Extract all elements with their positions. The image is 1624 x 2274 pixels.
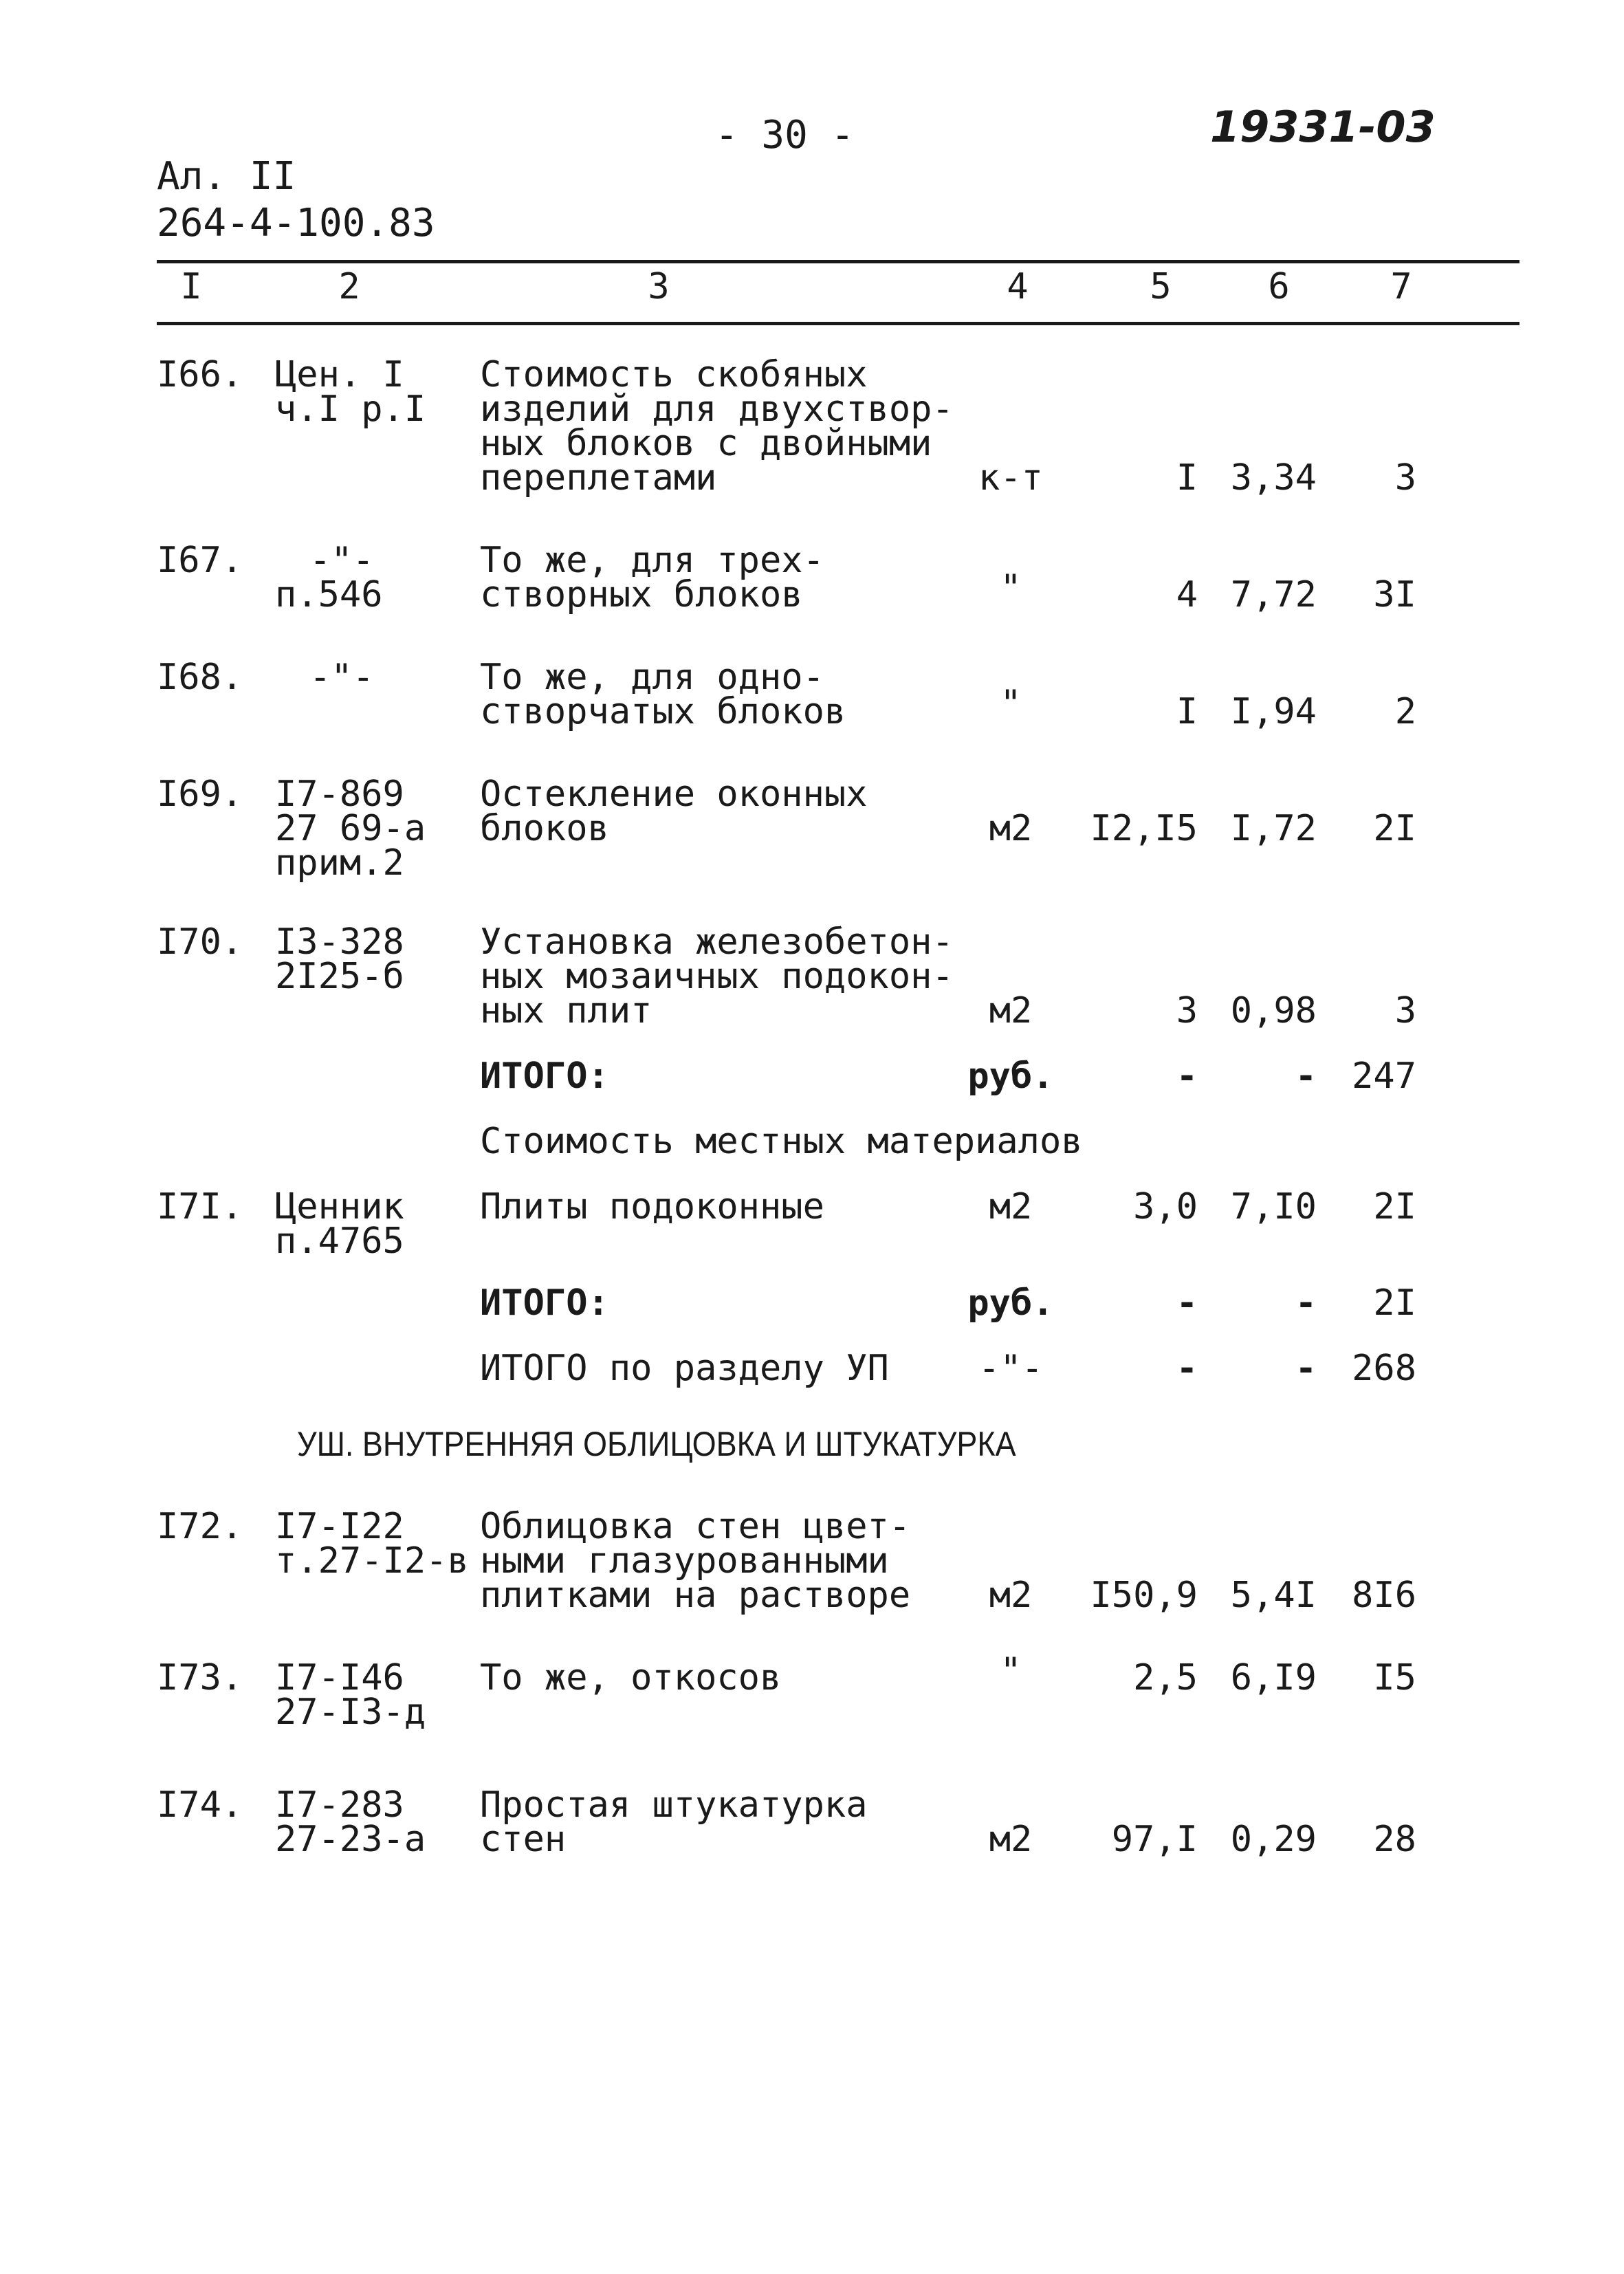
row-unit: к-т (978, 457, 1043, 499)
row-description: Облицовка стен цвет- (480, 1506, 911, 1547)
section-total-label: ИТОГО по разделу УП (480, 1348, 889, 1389)
row-total: 28 (1373, 1819, 1416, 1860)
row-description: переплетами (480, 457, 717, 499)
row-reference: Цен. I (275, 354, 404, 395)
row-quantity: 3,0 (1133, 1186, 1198, 1227)
row-reference: 27-I3-д (275, 1692, 426, 1733)
column-header: I (180, 266, 202, 307)
row-total: 3 (1394, 990, 1416, 1031)
row-description: Остекление оконных (480, 774, 868, 815)
row-reference: т.27-I2-в (275, 1540, 469, 1582)
row-reference: I7-I46 (275, 1657, 404, 1698)
table-header-rule (157, 322, 1519, 325)
row-reference: I7-283 (275, 1784, 404, 1826)
row-reference: I7-I22 (275, 1506, 404, 1547)
row-description: ными глазурованными (480, 1540, 889, 1582)
row-number: I69. (157, 774, 243, 815)
row-quantity: I (1176, 691, 1198, 732)
row-reference: I7-869 (275, 774, 404, 815)
row-total: 2I (1373, 808, 1416, 849)
row-description: ных блоков с двойными (480, 423, 932, 464)
row-quantity: 3 (1176, 990, 1198, 1031)
row-number: I67. (157, 540, 243, 581)
row-reference: ч.I р.I (275, 389, 426, 430)
page-number: - 30 - (715, 113, 855, 157)
row-unit: м2 (989, 1186, 1033, 1227)
album-label: Ал. II (157, 154, 296, 199)
row-total: 2 (1394, 691, 1416, 732)
row-price: I,94 (1230, 691, 1317, 732)
row-description: Простая штукатурка (480, 1784, 868, 1826)
row-description: То же, откосов (480, 1657, 782, 1698)
row-total: 3I (1373, 574, 1416, 615)
row-description: стен (480, 1819, 567, 1860)
row-description: Установка железобетон- (480, 921, 954, 963)
row-price: - (1295, 1056, 1317, 1097)
row-description: То же, для одно- (480, 657, 824, 698)
row-unit: м2 (989, 1819, 1033, 1860)
row-reference: 2I25-б (275, 956, 404, 997)
row-description: Стоимость скобяных (480, 354, 868, 395)
section-note: Стоимость местных материалов (480, 1121, 1083, 1162)
row-number: I74. (157, 1784, 243, 1826)
row-price: I,72 (1230, 808, 1317, 849)
column-header: 6 (1268, 266, 1290, 307)
row-unit: руб. (967, 1282, 1054, 1324)
row-reference: 27-23-а (275, 1819, 426, 1860)
row-reference: -"- (309, 540, 374, 581)
row-price: 0,29 (1230, 1819, 1317, 1860)
subtotal-label: ИТОГО: (480, 1056, 609, 1097)
row-description: То же, для трех- (480, 540, 824, 581)
row-total: 268 (1352, 1348, 1416, 1389)
row-description: изделий для двухствор- (480, 389, 954, 430)
row-price: - (1295, 1348, 1317, 1389)
row-unit: м2 (989, 990, 1033, 1031)
row-quantity: 2,5 (1133, 1657, 1198, 1698)
row-description: Плиты подоконные (480, 1186, 824, 1227)
column-header: 4 (1007, 266, 1029, 307)
row-quantity: - (1176, 1348, 1198, 1389)
column-header: 5 (1150, 266, 1172, 307)
row-unit: м2 (989, 1575, 1033, 1616)
row-number: I7I. (157, 1186, 243, 1227)
row-reference: 27 69-а (275, 808, 426, 849)
column-header: 3 (648, 266, 670, 307)
row-unit: руб. (967, 1056, 1054, 1097)
row-unit: " (1000, 683, 1022, 724)
row-unit: " (1000, 1650, 1022, 1692)
row-reference: Ценник (275, 1186, 404, 1227)
row-number: I68. (157, 657, 243, 698)
row-price: 5,4I (1230, 1575, 1317, 1616)
row-description: ных плит (480, 990, 652, 1031)
column-header: 2 (338, 266, 360, 307)
row-total: 2I (1373, 1186, 1416, 1227)
row-price: 0,98 (1230, 990, 1317, 1031)
row-total: 2I (1373, 1282, 1416, 1324)
row-reference: прим.2 (275, 842, 404, 884)
row-quantity: - (1176, 1282, 1198, 1324)
row-reference: I3-328 (275, 921, 404, 963)
row-number: I70. (157, 921, 243, 963)
document-code: 19331-03 (1210, 102, 1436, 152)
row-unit: -"- (978, 1348, 1043, 1389)
row-price: 6,I9 (1230, 1657, 1317, 1698)
row-price: 3,34 (1230, 457, 1317, 499)
row-reference: п.4765 (275, 1221, 404, 1262)
series-label: 264-4-100.83 (157, 201, 435, 245)
row-quantity: I (1176, 457, 1198, 499)
row-total: I5 (1373, 1657, 1416, 1698)
row-total: 3 (1394, 457, 1416, 499)
row-description: ных мозаичных подокон- (480, 956, 954, 997)
row-price: - (1295, 1282, 1317, 1324)
table-top-rule (157, 260, 1519, 263)
row-quantity: 4 (1176, 574, 1198, 615)
row-quantity: 97,I (1111, 1819, 1198, 1860)
row-reference: -"- (309, 657, 374, 698)
row-price: 7,72 (1230, 574, 1317, 615)
row-quantity: I50,9 (1090, 1575, 1198, 1616)
row-description: створных блоков (480, 574, 803, 615)
row-description: плитками на растворе (480, 1575, 911, 1616)
row-number: I66. (157, 354, 243, 395)
row-quantity: - (1176, 1056, 1198, 1097)
row-price: 7,I0 (1230, 1186, 1317, 1227)
row-unit: м2 (989, 808, 1033, 849)
row-total: 247 (1352, 1056, 1416, 1097)
row-number: I73. (157, 1657, 243, 1698)
row-unit: " (1000, 567, 1022, 609)
row-number: I72. (157, 1506, 243, 1547)
section-title: УШ. ВНУТРЕННЯЯ ОБЛИЦОВКА И ШТУКАТУРКА (297, 1425, 1016, 1463)
row-total: 8I6 (1352, 1575, 1416, 1616)
row-description: блоков (480, 808, 609, 849)
row-quantity: I2,I5 (1090, 808, 1198, 849)
subtotal-label: ИТОГО: (480, 1282, 609, 1324)
row-reference: п.546 (275, 574, 383, 615)
row-description: створчатых блоков (480, 691, 846, 732)
column-header: 7 (1390, 266, 1412, 307)
